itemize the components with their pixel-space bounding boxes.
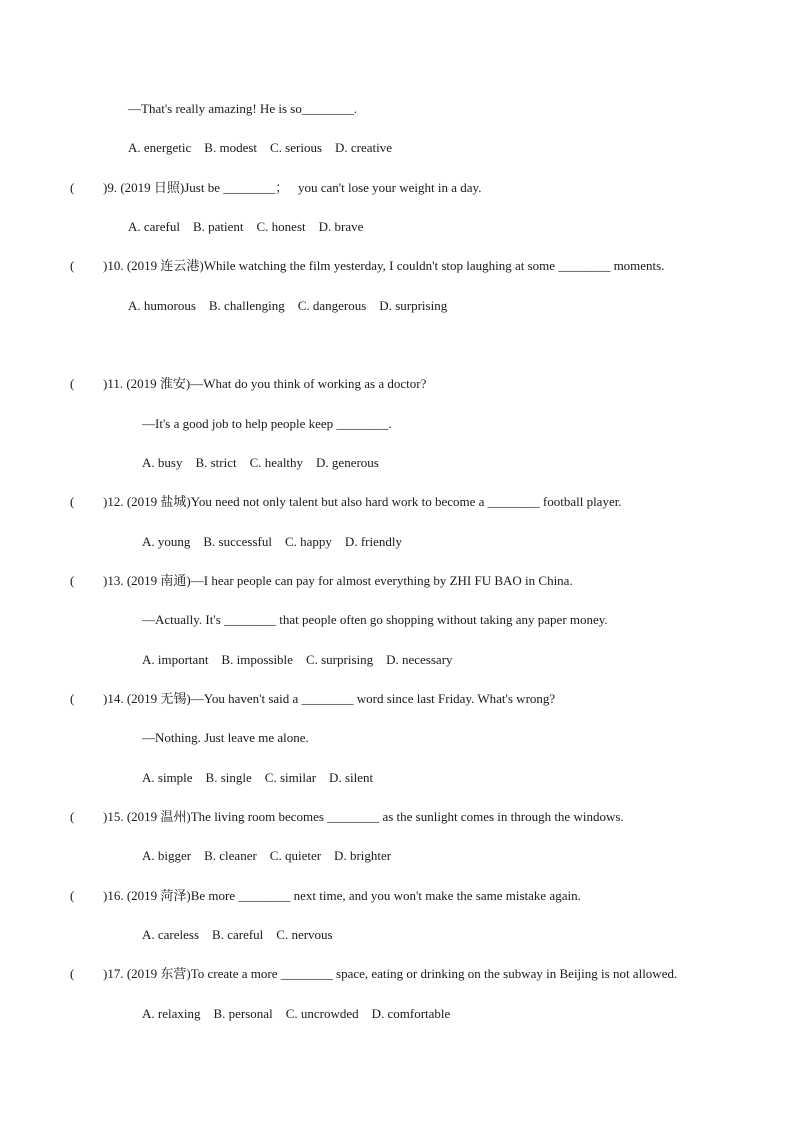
q17-answer-paren: (	[70, 966, 75, 981]
q8-options: A. energetic B. modest C. serious D. creative	[128, 140, 393, 155]
q13-options: A. important B. impossible C. surprising D. necessary	[142, 652, 453, 667]
q10-options: A. humorous B. challenging C. dangerous D. surprising	[128, 298, 448, 313]
q17-stem: )17. (2019 东营)To create a more ________ space, eating or drinking on the subway in Beijing is not allowed.	[103, 966, 678, 981]
q9-options: A. careful B. patient C. honest D. brave	[128, 219, 364, 234]
q15-answer-paren: (	[70, 809, 75, 824]
q17-options: A. relaxing B. personal C. uncrowded D. comfortable	[142, 1006, 451, 1021]
q16-answer-paren: (	[70, 888, 75, 903]
q12-stem: )12. (2019 盐城)You need not only talent but also hard work to become a ________ football player.	[103, 494, 622, 509]
q9-stem: )9. (2019 日照)Just be ________； you can't lose your weight in a day.	[103, 180, 482, 195]
q15-stem: )15. (2019 温州)The living room becomes ________ as the sunlight comes in through the windows.	[103, 809, 624, 824]
q15-options: A. bigger B. cleaner C. quieter D. brighter	[142, 848, 392, 863]
q11-options: A. busy B. strict C. healthy D. generous	[142, 455, 379, 470]
q11-answer-paren: (	[70, 376, 75, 391]
q11-reply: —It's a good job to help people keep ________.	[142, 416, 392, 431]
q16-options: A. careless B. careful C. nervous	[142, 927, 333, 942]
q11-stem: )11. (2019 淮安)—What do you think of working as a doctor?	[103, 376, 427, 391]
q10-answer-paren: (	[70, 258, 75, 273]
q10-stem: )10. (2019 连云港)While watching the film yesterday, I couldn't stop laughing at some ________ moments.	[103, 258, 665, 273]
q14-options: A. simple B. single C. similar D. silent	[142, 770, 374, 785]
q14-reply: —Nothing. Just leave me alone.	[142, 730, 309, 745]
q13-reply: —Actually. It's ________ that people often go shopping without taking any paper money.	[142, 612, 608, 627]
q16-stem: )16. (2019 菏泽)Be more ________ next time, and you won't make the same mistake again.	[103, 888, 581, 903]
q14-stem: )14. (2019 无锡)—You haven't said a ________ word since last Friday. What's wrong?	[103, 691, 556, 706]
q12-answer-paren: (	[70, 494, 75, 509]
q9-answer-paren: (	[70, 180, 75, 195]
q13-answer-paren: (	[70, 573, 75, 588]
q14-answer-paren: (	[70, 691, 75, 706]
q8-reply: —That's really amazing! He is so________.	[128, 101, 358, 116]
q13-stem: )13. (2019 南通)—I hear people can pay for almost everything by ZHI FU BAO in China.	[103, 573, 573, 588]
q12-options: A. young B. successful C. happy D. friendly	[142, 534, 402, 549]
